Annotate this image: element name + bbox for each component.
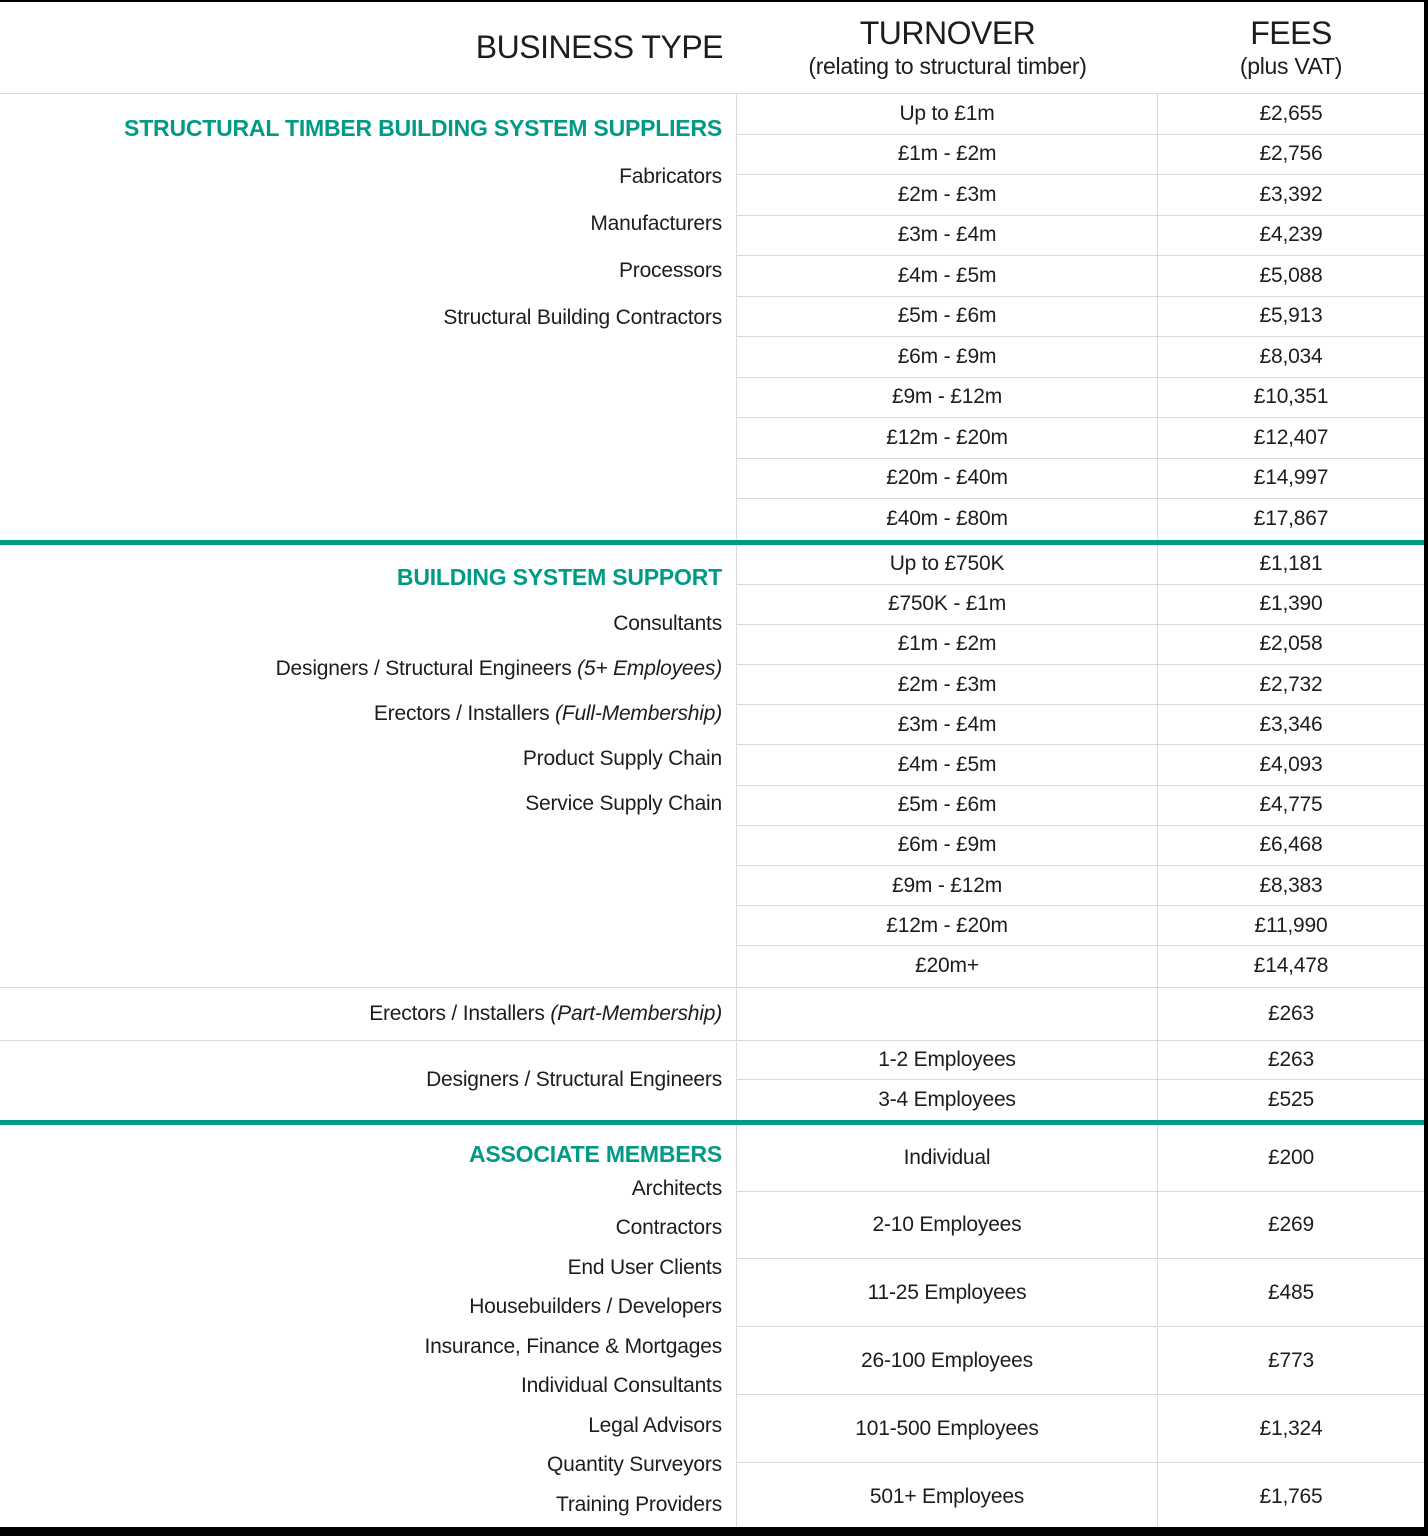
fee-cell: £1,181 [1158,545,1424,585]
label-text: Designers / Structural Engineers [275,656,578,680]
business-type-item [0,1255,722,1281]
turnover-cell: 26-100 Employees [737,1328,1158,1395]
business-type-item [426,1067,722,1093]
label-text: Product Supply Chain [522,746,722,770]
part-membership-row [0,987,1424,1040]
column-header-fees [1158,16,1424,79]
column-header-turnover-subtitle: (relating to structural timber) [808,52,1087,79]
turnover-cell: £12m - £20m [737,418,1158,459]
turnover-cell: £3m - £4m [737,705,1158,745]
fee-cell: £2,655 [1158,94,1424,135]
fee-cell: £4,239 [1158,216,1424,257]
fee-cell: £5,088 [1158,256,1424,297]
turnover-cell: £2m - £3m [737,665,1158,705]
section [0,1125,1424,1532]
fee-cell: £6,468 [1158,826,1424,866]
business-type-item [0,1176,722,1202]
turnover-cell: £2m - £3m [737,175,1158,216]
turnover-cell: £4m - £5m [737,745,1158,785]
label-text: Legal Advisors [588,1413,722,1437]
turnover-cell: 2-10 Employees [737,1192,1158,1259]
fee-cell: £11,990 [1158,906,1424,946]
business-type-item [369,1001,722,1027]
turnover-cell [737,988,1158,1040]
column-header-turnover-title: TURNOVER [859,14,1036,51]
fee-cell: £263 [1158,1041,1424,1081]
turnover-cell: £6m - £9m [737,826,1158,866]
turnover-cell: Up to £750K [737,545,1158,585]
fee-cell: £4,775 [1158,786,1424,826]
business-type-item [0,1334,722,1360]
fee-cell: £525 [1268,1087,1314,1111]
section [0,545,1424,987]
label-text: Manufacturers [590,212,722,235]
table-header-row [0,2,1424,94]
business-type-item [0,164,722,190]
turnover-cell: £5m - £6m [737,786,1158,826]
business-type-item [0,1492,722,1518]
label-text: Structural Building Contractors [443,306,722,329]
label-text: Erectors / Installers [373,701,556,725]
label-text: Architects [631,1176,722,1200]
business-type-item [0,1413,722,1439]
fee-cell: £8,383 [1158,866,1424,906]
business-type-item [0,611,722,637]
business-type-item [0,1373,722,1399]
turnover-cell: £12m - £20m [737,906,1158,946]
business-type-cell [0,545,737,987]
label-italic-text: (Part-Membership) [550,1001,722,1025]
business-type-item [0,701,722,727]
turnover-cell: £9m - £12m [737,378,1158,419]
fee-cell: £8,034 [1158,337,1424,378]
fee-cell: £200 [1158,1125,1424,1192]
turnover-cell: £20m - £40m [737,459,1158,500]
fee-cell: £1,765 [1259,1484,1323,1508]
fee-cell: £17,867 [1253,507,1329,531]
fee-cell: £2,756 [1158,135,1424,176]
business-type-cell [0,1041,737,1120]
label-text: Insurance, Finance & Mortgages [424,1334,722,1358]
turnover-cell: £1m - £2m [737,625,1158,665]
label-text: Housebuilders / Developers [469,1295,722,1319]
business-type-item [0,1215,722,1241]
turnover-cell: 501+ Employees [737,1463,1158,1530]
label-text: Designers / Structural Engineers [426,1068,722,1092]
fee-cell: £3,392 [1158,175,1424,216]
turnover-cell: £5m - £6m [737,297,1158,338]
business-type-cell [0,988,737,1040]
section-heading: BUILDING SYSTEM SUPPORT [396,563,722,590]
turnover-cell: £9m - £12m [737,866,1158,906]
turnover-cell: £4m - £5m [737,256,1158,297]
fee-cell: £14,997 [1158,459,1424,500]
label-italic-text: (Full-Membership) [555,701,722,725]
business-type-item [0,258,722,284]
label-text: Consultants [613,611,722,635]
section [0,94,1424,540]
business-type-cell [0,1125,737,1532]
turnover-cell: Up to £1m [737,94,1158,135]
turnover-cell: 3-4 Employees [737,1080,1158,1120]
fee-cell: £3,346 [1158,705,1424,745]
fee-cell: £1,324 [1158,1396,1424,1463]
label-italic-text: (5+ Employees) [577,656,722,680]
column-header-business-type: BUSINESS TYPE [475,29,723,65]
fee-cell: £12,407 [1158,418,1424,459]
business-type-item [0,211,722,237]
label-text: End User Clients [567,1255,722,1279]
business-type-item [0,746,722,772]
turnover-cell: 101-500 Employees [737,1396,1158,1463]
label-text: Service Supply Chain [525,791,722,815]
label-text: Training Providers [555,1492,722,1516]
business-type-item [0,791,722,817]
table-body [0,94,1424,1531]
fee-cell: £4,093 [1158,745,1424,785]
column-header-fees-subtitle: (plus VAT) [1239,52,1343,79]
column-header-fees-title: FEES [1250,14,1332,51]
turnover-cell: £3m - £4m [737,216,1158,257]
label-text: Individual Consultants [520,1374,722,1398]
turnover-cell: £1m - £2m [737,135,1158,176]
business-type-item [0,1452,722,1478]
label-text: Processors [618,259,722,282]
fee-cell: £14,478 [1253,954,1329,978]
section-heading: ASSOCIATE MEMBERS [468,1140,722,1167]
column-header-turnover [737,16,1158,79]
business-type-cell [0,94,737,540]
turnover-cell: £6m - £9m [737,337,1158,378]
label-text: Quantity Surveyors [547,1453,722,1477]
label-text: Erectors / Installers [369,1001,551,1025]
label-text: Fabricators [619,165,722,188]
turnover-cell: £750K - £1m [737,585,1158,625]
business-type-item [0,1294,722,1320]
turnover-cell: 1-2 Employees [737,1041,1158,1081]
fee-cell: £269 [1158,1192,1424,1259]
fee-cell: £773 [1158,1328,1424,1395]
fee-cell: £485 [1158,1260,1424,1327]
fee-cell: £2,058 [1158,625,1424,665]
business-type-item [0,305,722,331]
turnover-cell: £20m+ [737,946,1158,986]
small-practices-rows [0,1040,1424,1120]
business-type-item [0,656,722,682]
turnover-cell: Individual [737,1125,1158,1192]
fee-cell: £5,913 [1158,297,1424,338]
turnover-cell: 11-25 Employees [737,1260,1158,1327]
fee-cell: £10,351 [1158,378,1424,419]
fee-cell: £2,732 [1158,665,1424,705]
fee-cell: £1,390 [1158,585,1424,625]
fee-cell: £263 [1268,1001,1314,1025]
section-heading: STRUCTURAL TIMBER BUILDING SYSTEM SUPPLIERS [124,115,722,141]
label-text: Contractors [615,1216,722,1240]
turnover-cell: £40m - £80m [737,499,1158,540]
